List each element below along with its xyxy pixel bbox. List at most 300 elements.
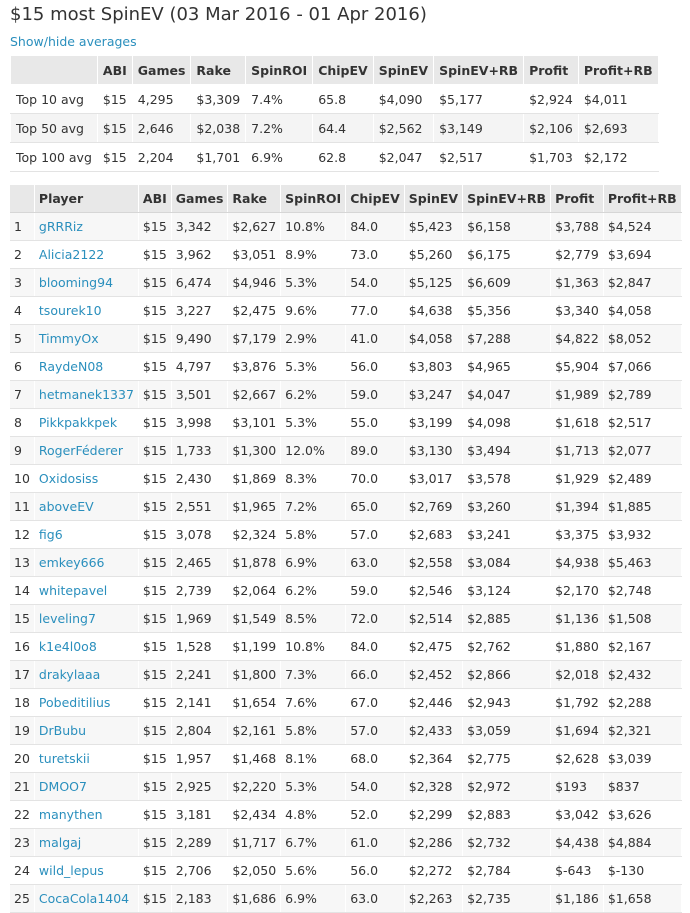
- players-cell: [34, 633, 138, 661]
- players-cell: 73.0: [346, 241, 405, 269]
- players-body: [10, 213, 681, 913]
- players-cell: $2,883: [463, 801, 551, 829]
- players-cell: $1,658: [603, 885, 681, 913]
- players-cell: $15: [138, 269, 171, 297]
- players-cell: $193: [551, 773, 604, 801]
- averages-header-cell[interactable]: SpinEV: [373, 56, 433, 85]
- players-cell: 13: [10, 549, 34, 577]
- players-cell: 3,078: [171, 521, 228, 549]
- players-header-cell[interactable]: [10, 185, 34, 213]
- players-cell: 2,241: [171, 661, 228, 689]
- players-cell: $4,946: [228, 269, 281, 297]
- players-cell: 10.8%: [281, 213, 346, 241]
- player-link[interactable]: wild_lepus: [38, 863, 104, 878]
- player-link[interactable]: RaydeN08: [38, 359, 104, 374]
- players-cell: $3,626: [603, 801, 681, 829]
- players-cell: 1,969: [171, 605, 228, 633]
- player-link[interactable]: fig6: [38, 527, 63, 542]
- players-cell: $1,717: [228, 829, 281, 857]
- players-cell: $3,932: [603, 521, 681, 549]
- players-row: [10, 493, 681, 521]
- players-cell: $2,943: [463, 689, 551, 717]
- players-cell: $15: [138, 213, 171, 241]
- players-cell: $1,929: [551, 465, 604, 493]
- players-cell: 2,430: [171, 465, 228, 493]
- players-cell: 15: [10, 605, 34, 633]
- players-cell: [34, 241, 138, 269]
- players-cell: $2,546: [404, 577, 462, 605]
- players-cell: $3,084: [463, 549, 551, 577]
- player-link[interactable]: k1e4l0o8: [38, 639, 97, 654]
- players-cell: [34, 549, 138, 577]
- players-cell: $15: [138, 829, 171, 857]
- players-cell: $837: [603, 773, 681, 801]
- player-link[interactable]: leveling7: [38, 611, 96, 626]
- players-cell: 2.9%: [281, 325, 346, 353]
- players-cell: $3,130: [404, 437, 462, 465]
- players-cell: 17: [10, 661, 34, 689]
- players-header-cell[interactable]: Profit+RB: [603, 185, 681, 213]
- players-cell: 72.0: [346, 605, 405, 633]
- players-cell: 68.0: [346, 745, 405, 773]
- players-cell: $3,803: [404, 353, 462, 381]
- players-cell: [34, 857, 138, 885]
- players-cell: 84.0: [346, 633, 405, 661]
- player-link[interactable]: DMOO7: [38, 779, 87, 794]
- players-cell: 3,342: [171, 213, 228, 241]
- averages-header-cell[interactable]: Games: [132, 56, 191, 85]
- players-cell: 8.1%: [281, 745, 346, 773]
- averages-cell: 7.4%: [246, 85, 313, 114]
- players-cell: $1,300: [228, 437, 281, 465]
- players-cell: $15: [138, 493, 171, 521]
- players-cell: $2,064: [228, 577, 281, 605]
- players-cell: 56.0: [346, 857, 405, 885]
- players-cell: 2,739: [171, 577, 228, 605]
- players-cell: $3,039: [603, 745, 681, 773]
- players-cell: 4.8%: [281, 801, 346, 829]
- players-cell: 3,181: [171, 801, 228, 829]
- averages-cell: 62.8: [313, 143, 374, 172]
- averages-cell: $2,038: [191, 114, 246, 143]
- players-cell: $15: [138, 605, 171, 633]
- players-cell: $2,167: [603, 633, 681, 661]
- players-cell: $1,186: [551, 885, 604, 913]
- players-cell: $1,468: [228, 745, 281, 773]
- players-cell: $2,683: [404, 521, 462, 549]
- players-row: [10, 745, 681, 773]
- players-cell: 2,804: [171, 717, 228, 745]
- averages-cell: Top 10 avg: [11, 85, 98, 114]
- players-cell: $2,779: [551, 241, 604, 269]
- players-row: [10, 661, 681, 689]
- players-cell: 8.9%: [281, 241, 346, 269]
- players-cell: 6.7%: [281, 829, 346, 857]
- players-row: [10, 521, 681, 549]
- players-cell: $2,452: [404, 661, 462, 689]
- averages-header-cell[interactable]: [11, 56, 98, 85]
- players-cell: $1,199: [228, 633, 281, 661]
- players-cell: 2: [10, 241, 34, 269]
- players-cell: [34, 773, 138, 801]
- players-header-cell[interactable]: Rake: [228, 185, 281, 213]
- players-cell: 3,501: [171, 381, 228, 409]
- players-cell: [34, 605, 138, 633]
- player-link[interactable]: hetmanek1337: [38, 387, 134, 402]
- players-cell: $2,446: [404, 689, 462, 717]
- players-cell: [34, 661, 138, 689]
- averages-header-cell[interactable]: SpinEV+RB: [434, 56, 524, 85]
- players-cell: 41.0: [346, 325, 405, 353]
- players-cell: 2,183: [171, 885, 228, 913]
- players-cell: $15: [138, 381, 171, 409]
- players-cell: $3,375: [551, 521, 604, 549]
- players-cell: $2,434: [228, 801, 281, 829]
- players-cell: $2,789: [603, 381, 681, 409]
- players-cell: $1,694: [551, 717, 604, 745]
- players-row: [10, 241, 681, 269]
- players-cell: $1,654: [228, 689, 281, 717]
- players-cell: 2,141: [171, 689, 228, 717]
- player-link[interactable]: gRRRiz: [38, 219, 83, 234]
- players-cell: $1,618: [551, 409, 604, 437]
- players-cell: $3,247: [404, 381, 462, 409]
- players-cell: 57.0: [346, 717, 405, 745]
- players-cell: [34, 213, 138, 241]
- players-cell: 6.2%: [281, 381, 346, 409]
- players-cell: $1,713: [551, 437, 604, 465]
- player-link[interactable]: Alicia2122: [38, 247, 105, 262]
- players-row: [10, 213, 681, 241]
- page-title: $15 most SpinEV (03 Mar 2016 - 01 Apr 2016): [10, 4, 427, 25]
- players-cell: $15: [138, 857, 171, 885]
- players-cell: $15: [138, 297, 171, 325]
- players-cell: $1,508: [603, 605, 681, 633]
- players-cell: 7: [10, 381, 34, 409]
- players-cell: $15: [138, 773, 171, 801]
- players-cell: 1: [10, 213, 34, 241]
- players-cell: 84.0: [346, 213, 405, 241]
- players-cell: $4,938: [551, 549, 604, 577]
- players-cell: [34, 297, 138, 325]
- players-cell: 6.2%: [281, 577, 346, 605]
- players-cell: 5.8%: [281, 717, 346, 745]
- players-cell: 4: [10, 297, 34, 325]
- players-cell: [34, 689, 138, 717]
- players-cell: $2,847: [603, 269, 681, 297]
- players-cell: $2,667: [228, 381, 281, 409]
- players-cell: 10: [10, 465, 34, 493]
- players-cell: $15: [138, 437, 171, 465]
- players-cell: $15: [138, 689, 171, 717]
- players-cell: $2,299: [404, 801, 462, 829]
- players-cell: $5,463: [603, 549, 681, 577]
- players-cell: $3,042: [551, 801, 604, 829]
- players-cell: $3,340: [551, 297, 604, 325]
- players-cell: 8: [10, 409, 34, 437]
- players-cell: $3,876: [228, 353, 281, 381]
- players-cell: 3: [10, 269, 34, 297]
- averages-cell: 2,646: [132, 114, 191, 143]
- players-cell: $5,904: [551, 353, 604, 381]
- players-cell: $2,272: [404, 857, 462, 885]
- players-cell: 55.0: [346, 409, 405, 437]
- players-cell: $2,018: [551, 661, 604, 689]
- averages-header-cell[interactable]: ChipEV: [313, 56, 374, 85]
- players-row: [10, 353, 681, 381]
- players-header-cell[interactable]: Profit: [551, 185, 604, 213]
- averages-cell: 7.2%: [246, 114, 313, 143]
- averages-cell: $1,703: [524, 143, 579, 172]
- players-cell: $3,788: [551, 213, 604, 241]
- show-hide-averages-link[interactable]: Show/hide averages: [10, 34, 137, 49]
- players-cell: 6: [10, 353, 34, 381]
- players-cell: 12: [10, 521, 34, 549]
- players-cell: 70.0: [346, 465, 405, 493]
- players-cell: 54.0: [346, 269, 405, 297]
- players-cell: $15: [138, 549, 171, 577]
- players-row: [10, 801, 681, 829]
- averages-cell: $3,309: [191, 85, 246, 114]
- players-cell: 1,957: [171, 745, 228, 773]
- players-cell: [34, 353, 138, 381]
- players-cell: $2,286: [404, 829, 462, 857]
- players-cell: 4,797: [171, 353, 228, 381]
- players-cell: 9.6%: [281, 297, 346, 325]
- players-cell: $2,628: [551, 745, 604, 773]
- players-cell: 63.0: [346, 885, 405, 913]
- players-cell: 14: [10, 577, 34, 605]
- players-cell: $1,792: [551, 689, 604, 717]
- players-cell: $2,263: [404, 885, 462, 913]
- players-cell: 57.0: [346, 521, 405, 549]
- players-cell: $3,694: [603, 241, 681, 269]
- players-cell: $3,017: [404, 465, 462, 493]
- players-cell: $2,972: [463, 773, 551, 801]
- averages-header-cell[interactable]: ABI: [97, 56, 132, 85]
- averages-header-cell[interactable]: SpinROI: [246, 56, 313, 85]
- players-cell: $1,800: [228, 661, 281, 689]
- players-cell: $15: [138, 521, 171, 549]
- players-cell: $7,066: [603, 353, 681, 381]
- players-cell: 52.0: [346, 801, 405, 829]
- players-cell: 67.0: [346, 689, 405, 717]
- players-header-cell[interactable]: ABI: [138, 185, 171, 213]
- players-row: [10, 689, 681, 717]
- players-cell: $4,098: [463, 409, 551, 437]
- averages-cell: $4,090: [373, 85, 433, 114]
- players-cell: 9: [10, 437, 34, 465]
- players-cell: $2,732: [463, 829, 551, 857]
- averages-cell: $2,047: [373, 143, 433, 172]
- player-link[interactable]: manythen: [38, 807, 103, 822]
- players-cell: 25: [10, 885, 34, 913]
- players-header-cell[interactable]: Games: [171, 185, 228, 213]
- players-cell: [34, 325, 138, 353]
- players-cell: 3,962: [171, 241, 228, 269]
- players-cell: $15: [138, 353, 171, 381]
- players-cell: 3,998: [171, 409, 228, 437]
- player-link[interactable]: blooming94: [38, 275, 114, 290]
- players-row: [10, 437, 681, 465]
- players-cell: [34, 829, 138, 857]
- players-cell: 16: [10, 633, 34, 661]
- player-link[interactable]: emkey666: [38, 555, 105, 570]
- players-row: [10, 633, 681, 661]
- players-row: [10, 409, 681, 437]
- averages-header-cell[interactable]: Profit+RB: [578, 56, 658, 85]
- players-cell: $4,058: [404, 325, 462, 353]
- players-cell: $3,199: [404, 409, 462, 437]
- players-cell: $15: [138, 241, 171, 269]
- players-cell: 23: [10, 829, 34, 857]
- averages-cell: $2,562: [373, 114, 433, 143]
- players-cell: $6,175: [463, 241, 551, 269]
- players-cell: 2,289: [171, 829, 228, 857]
- players-cell: 2,551: [171, 493, 228, 521]
- players-cell: 7.6%: [281, 689, 346, 717]
- players-cell: $1,965: [228, 493, 281, 521]
- players-cell: 2,706: [171, 857, 228, 885]
- players-cell: 8.5%: [281, 605, 346, 633]
- player-link[interactable]: Pobeditilius: [38, 695, 111, 710]
- players-cell: $15: [138, 633, 171, 661]
- players-cell: 63.0: [346, 549, 405, 577]
- players-cell: 2,925: [171, 773, 228, 801]
- players-cell: $4,638: [404, 297, 462, 325]
- players-cell: $3,101: [228, 409, 281, 437]
- player-link[interactable]: DrBubu: [38, 723, 87, 738]
- player-link[interactable]: TimmyOx: [38, 331, 99, 346]
- player-link[interactable]: turetskii: [38, 751, 90, 766]
- players-header-cell[interactable]: SpinEV+RB: [463, 185, 551, 213]
- players-cell: $-643: [551, 857, 604, 885]
- players-cell: 10.8%: [281, 633, 346, 661]
- players-cell: 89.0: [346, 437, 405, 465]
- players-cell: $2,735: [463, 885, 551, 913]
- players-header-cell[interactable]: ChipEV: [346, 185, 405, 213]
- player-link[interactable]: tsourek10: [38, 303, 102, 318]
- averages-header-cell[interactable]: Rake: [191, 56, 246, 85]
- players-cell: $5,260: [404, 241, 462, 269]
- players-row: [10, 381, 681, 409]
- player-link[interactable]: Oxidosiss: [38, 471, 99, 486]
- players-cell: $2,489: [603, 465, 681, 493]
- players-row: [10, 773, 681, 801]
- players-cell: $-130: [603, 857, 681, 885]
- players-cell: $2,475: [228, 297, 281, 325]
- players-cell: $2,748: [603, 577, 681, 605]
- players-cell: 9,490: [171, 325, 228, 353]
- player-link[interactable]: malgaj: [38, 835, 82, 850]
- players-cell: 59.0: [346, 381, 405, 409]
- players-cell: $2,433: [404, 717, 462, 745]
- players-cell: 5.3%: [281, 409, 346, 437]
- players-cell: [34, 801, 138, 829]
- players-row: [10, 717, 681, 745]
- averages-cell: Top 50 avg: [11, 114, 98, 143]
- players-cell: 6.9%: [281, 549, 346, 577]
- players-row: [10, 605, 681, 633]
- players-cell: 11: [10, 493, 34, 521]
- players-cell: 5.3%: [281, 353, 346, 381]
- players-cell: $2,885: [463, 605, 551, 633]
- players-cell: $1,989: [551, 381, 604, 409]
- players-cell: 2,465: [171, 549, 228, 577]
- players-cell: $3,494: [463, 437, 551, 465]
- players-cell: 5.6%: [281, 857, 346, 885]
- players-cell: $2,161: [228, 717, 281, 745]
- players-cell: $1,885: [603, 493, 681, 521]
- players-cell: 6.9%: [281, 885, 346, 913]
- players-cell: $15: [138, 465, 171, 493]
- players-cell: [34, 409, 138, 437]
- averages-cell: $5,177: [434, 85, 524, 114]
- players-cell: $1,880: [551, 633, 604, 661]
- players-cell: $5,423: [404, 213, 462, 241]
- players-cell: $4,438: [551, 829, 604, 857]
- players-cell: $1,869: [228, 465, 281, 493]
- players-header-cell[interactable]: SpinEV: [404, 185, 462, 213]
- players-cell: 19: [10, 717, 34, 745]
- averages-table: [10, 55, 659, 172]
- players-cell: 77.0: [346, 297, 405, 325]
- players-cell: $2,558: [404, 549, 462, 577]
- players-cell: 7.2%: [281, 493, 346, 521]
- player-link[interactable]: RogerFéderer: [38, 443, 123, 458]
- players-cell: $2,288: [603, 689, 681, 717]
- players-cell: $1,136: [551, 605, 604, 633]
- player-link[interactable]: CocaCola1404: [38, 891, 130, 906]
- players-row: [10, 857, 681, 885]
- player-link[interactable]: Pikkpakkpek: [38, 415, 118, 430]
- averages-header-cell[interactable]: Profit: [524, 56, 579, 85]
- player-link[interactable]: whitepavel: [38, 583, 108, 598]
- players-cell: 5: [10, 325, 34, 353]
- players-cell: $2,866: [463, 661, 551, 689]
- players-cell: $6,609: [463, 269, 551, 297]
- players-cell: 5.3%: [281, 269, 346, 297]
- players-cell: $4,058: [603, 297, 681, 325]
- players-cell: $3,260: [463, 493, 551, 521]
- players-cell: $5,356: [463, 297, 551, 325]
- players-cell: $2,769: [404, 493, 462, 521]
- players-cell: $2,627: [228, 213, 281, 241]
- players-cell: $2,050: [228, 857, 281, 885]
- players-cell: $3,241: [463, 521, 551, 549]
- players-cell: $4,822: [551, 325, 604, 353]
- players-cell: $15: [138, 577, 171, 605]
- players-row: [10, 465, 681, 493]
- players-cell: 24: [10, 857, 34, 885]
- averages-cell: $2,517: [434, 143, 524, 172]
- players-table: [10, 185, 682, 913]
- players-row: [10, 577, 681, 605]
- player-link[interactable]: aboveEV: [38, 499, 94, 514]
- averages-cell: $15: [97, 143, 132, 172]
- players-header-cell[interactable]: Player: [34, 185, 138, 213]
- players-cell: [34, 493, 138, 521]
- player-link[interactable]: drakylaaa: [38, 667, 101, 682]
- players-cell: [34, 437, 138, 465]
- players-cell: 5.3%: [281, 773, 346, 801]
- averages-cell: 65.8: [313, 85, 374, 114]
- players-cell: [34, 381, 138, 409]
- players-header-cell[interactable]: SpinROI: [281, 185, 346, 213]
- players-row: [10, 269, 681, 297]
- players-cell: $15: [138, 409, 171, 437]
- averages-cell: $2,924: [524, 85, 579, 114]
